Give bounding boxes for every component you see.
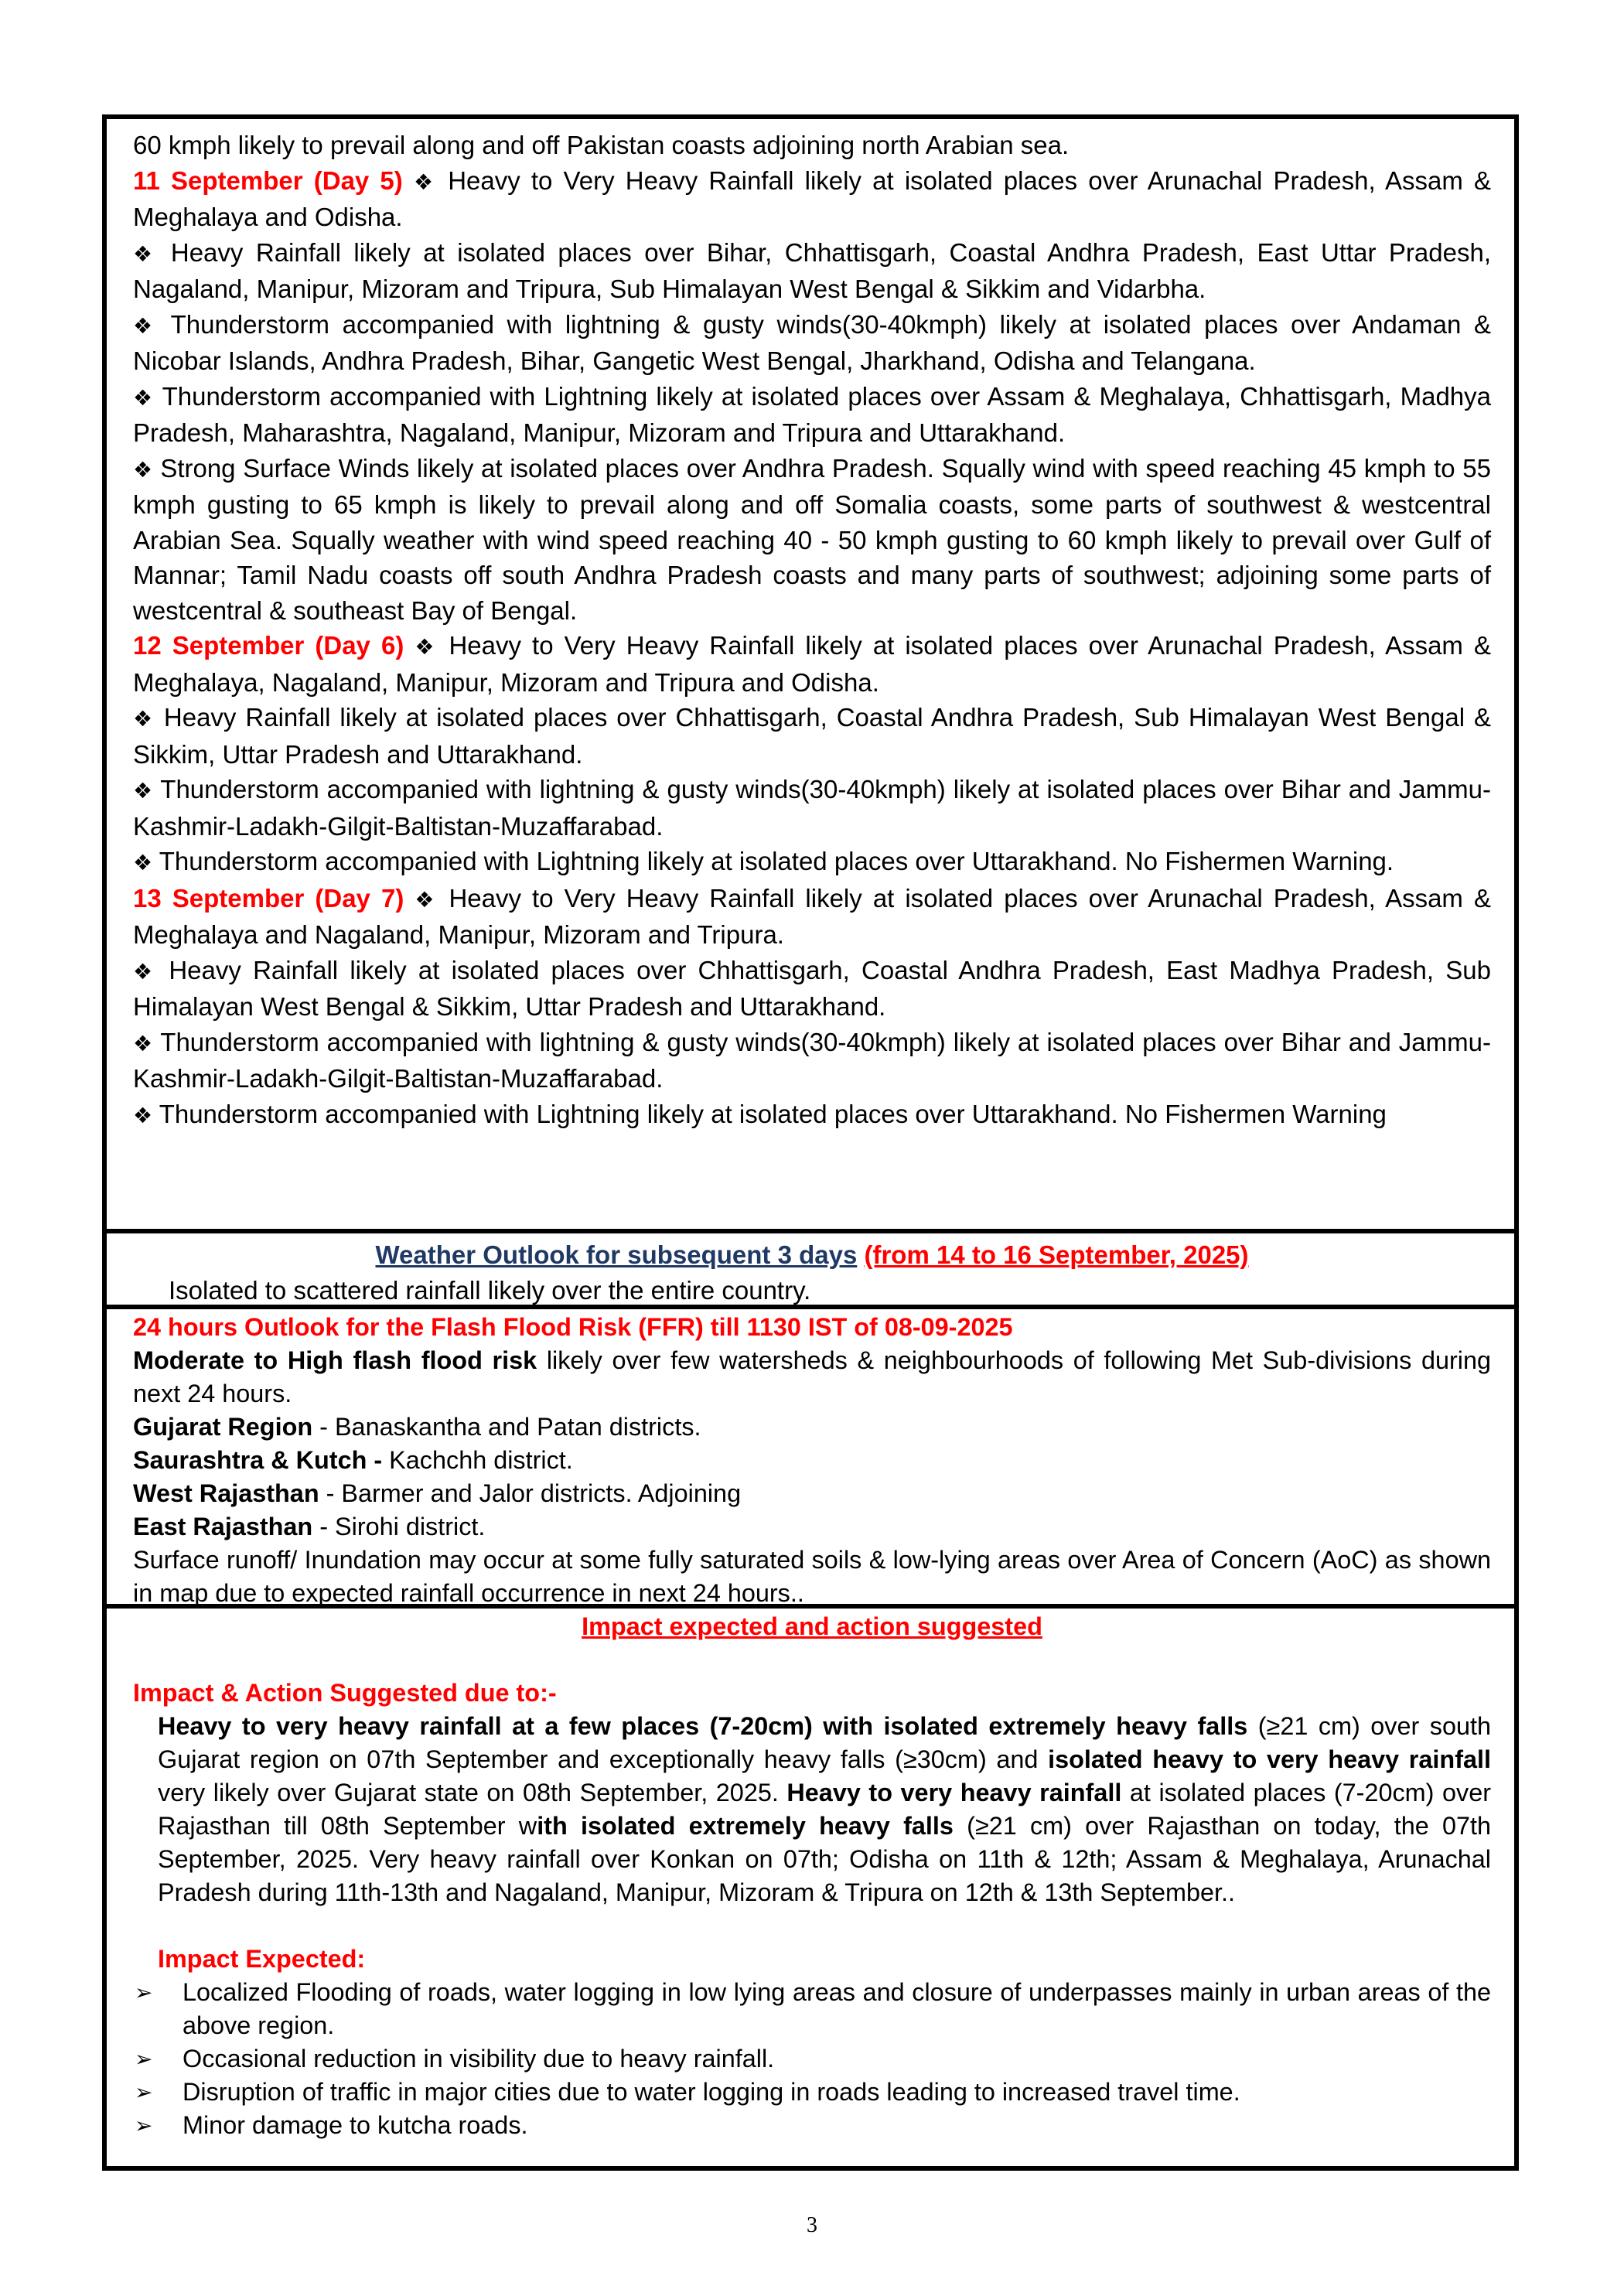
- ffr-region-east-rajasthan: East Rajasthan - Sirohi district.: [133, 1513, 486, 1540]
- impact-paragraph: Heavy to very heavy rainfall at a few places (7-20cm) with isolated extremely heavy falls (≥21 cm) over south Gujarat region on 07th September and exceptionally heavy falls (≥30cm) and isolated heavy to very heavy rainfall very likely over Gujarat state on 08th September, 2025. Heavy to very heavy rainfall at isolated places (7-20cm) over Rajasthan till 08th September with isolated extremely heavy falls (≥21 cm) over Rajasthan on today, the 07th September, 2025. Very heavy rainfall over Konkan on 07th; Odisha on 11th & 12th; Assam & Meghalaya, Arunachal Pradesh during 11th-13th and Nagaland, Manipur, Mizoram & Tripura on 12th & 13th September..: [158, 1712, 1492, 1906]
- diamond-bullet-icon: ❖: [133, 1102, 153, 1128]
- ffr-note: Surface runoff/ Inundation may occur at some fully saturated soils & low-lying areas over Area of Concern (AoC) as shown in map due to expected rainfall occurrence in next 24 hours..: [133, 1546, 1491, 1607]
- diamond-bullet-icon: ❖: [133, 958, 158, 984]
- day6-item-1: 12 September (Day 6) ❖ Heavy to Very Heavy Rainfall likely at isolated places over Arunachal Pradesh, Assam & Meghalaya, Nagaland, Manipur, Mizoram and Tripura and Odisha.: [133, 631, 1491, 697]
- day7-label: 13 September (Day 7): [133, 883, 404, 913]
- day7-item-3: ❖ Thunderstorm accompanied with lightning & gusty winds(30-40kmph) likely at isolated places over Bihar and Jammu-Kashmir-Ladakh-Gilgit-Baltistan-Muzaffarabad.: [133, 1027, 1491, 1093]
- day5-item-3: ❖ Thunderstorm accompanied with lightning & gusty winds(30-40kmph) likely at isolated places over Andaman & Nicobar Islands, Andhra Pradesh, Bihar, Gangetic West Bengal, Jharkhand, Odisha and Telangana.: [133, 309, 1491, 375]
- ffr-region-west-rajasthan: West Rajasthan - Barmer and Jalor districts. Adjoining: [133, 1479, 742, 1507]
- diamond-bullet-icon: ❖: [415, 634, 438, 660]
- day5-label: 11 September (Day 5): [133, 165, 403, 195]
- outlook-title: Weather Outlook for subsequent 3 days: [375, 1240, 858, 1269]
- day6-item-4: ❖ Thunderstorm accompanied with Lightning likely at isolated places over Uttarakhand. No Fishermen Warning.: [133, 847, 1394, 875]
- forecast-days-section: [102, 114, 1519, 1229]
- ffr-title: 24 hours Outlook for the Flash Flood Risk (FFR) till 1130 IST of 08-09-2025: [133, 1313, 1013, 1341]
- day5-item-1: 11 September (Day 5) ❖ Heavy to Very Heavy Rainfall likely at isolated places over Arunachal Pradesh, Assam & Meghalaya and Odisha.: [133, 165, 1491, 231]
- impact-expected-list: [133, 1976, 1491, 2142]
- diamond-bullet-icon: ❖: [413, 169, 438, 195]
- diamond-bullet-icon: ❖: [133, 456, 153, 483]
- arrow-bullet-icon: ➢: [135, 1980, 153, 2005]
- ffr-region-gujarat: Gujarat Region - Banaskantha and Patan districts.: [133, 1413, 701, 1441]
- impact-section: [102, 1604, 1519, 2171]
- list-item: ➢ Occasional reduction in visibility due to heavy rainfall.: [133, 2042, 1491, 2076]
- ffr-region-saurashtra: Saurashtra & Kutch - Kachchh district.: [133, 1446, 573, 1474]
- impact-due-to-heading: Impact & Action Suggested due to:-: [133, 1679, 557, 1707]
- day5-item-2: ❖ Heavy Rainfall likely at isolated places over Bihar, Chhattisgarh, Coastal Andhra Pradesh, East Uttar Pradesh, Nagaland, Manipur, Mizoram and Tripura, Sub Himalayan West Bengal & Sikkim and Vidarbha.: [133, 237, 1491, 303]
- list-item: ➢ Minor damage to kutcha roads.: [133, 2109, 1491, 2142]
- day5-item-5: ❖ Strong Surface Winds likely at isolated places over Andhra Pradesh. Squally wind with speed reaching 45 kmph to 55 kmph gusting to 65 kmph is likely to prevail along and off Somalia coasts, some parts of southwest & westcentral Arabian Sea. Squally weather with wind speed reaching 40 - 50 kmph gusting to 60 kmph likely to prevail over Gulf of Mannar; Tamil Nadu coasts off south Andhra Pradesh coasts and many parts of southwest; adjoining some parts of westcentral & southeast Bay of Bengal.: [133, 453, 1491, 625]
- weather-outlook-section: [102, 1229, 1519, 1305]
- impact-title: Impact expected and action suggested: [582, 1612, 1042, 1640]
- arrow-bullet-icon: ➢: [135, 2046, 153, 2072]
- day7-item-2: ❖ Heavy Rainfall likely at isolated places over Chhattisgarh, Coastal Andhra Pradesh, East Madhya Pradesh, Sub Himalayan West Bengal & Sikkim, Uttar Pradesh and Uttarakhand.: [133, 955, 1491, 1021]
- arrow-bullet-icon: ➢: [135, 2079, 153, 2105]
- arrow-bullet-icon: ➢: [135, 2113, 153, 2138]
- impact-expected-heading: Impact Expected:: [158, 1945, 366, 1973]
- diamond-bullet-icon: ❖: [133, 1030, 153, 1056]
- diamond-bullet-icon: ❖: [133, 778, 153, 803]
- diamond-bullet-icon: ❖: [133, 850, 153, 875]
- outlook-heading: [133, 1237, 1491, 1273]
- ffr-intro: Moderate to High flash flood risk likely over few watersheds & neighbourhoods of following Met Sub-divisions during next 24 hours.: [133, 1346, 1492, 1407]
- diamond-bullet-icon: ❖: [415, 886, 438, 913]
- list-item: ➢ Disruption of traffic in major cities due to water logging in roads leading to increased travel time.: [133, 2076, 1491, 2109]
- day5-item-4: ❖ Thunderstorm accompanied with Lightning likely at isolated places over Assam & Meghalaya, Chhattisgarh, Madhya Pradesh, Maharashtra, Nagaland, Manipur, Mizoram and Tripura and Uttarakhand.: [133, 381, 1491, 447]
- list-item: ➢ Localized Flooding of roads, water logging in low lying areas and closure of underpasses mainly in urban areas of the above region.: [133, 1976, 1491, 2042]
- outlook-date-range: (from 14 to 16 September, 2025): [864, 1240, 1249, 1269]
- diamond-bullet-icon: ❖: [133, 384, 155, 411]
- day7-item-4: ❖ Thunderstorm accompanied with Lightning likely at isolated places over Uttarakhand. No Fishermen Warning: [133, 1099, 1387, 1128]
- outlook-text: Isolated to scattered rainfall likely over the entire country.: [169, 1275, 811, 1305]
- day6-label: 12 September (Day 6): [133, 631, 404, 660]
- flash-flood-risk-section: [102, 1305, 1519, 1607]
- day6-item-2: ❖ Heavy Rainfall likely at isolated places over Chhattisgarh, Coastal Andhra Pradesh, Sub Himalayan West Bengal & Sikkim, Uttar Pradesh and Uttarakhand.: [133, 703, 1492, 769]
- diamond-bullet-icon: ❖: [133, 312, 159, 339]
- continued-line: 60 kmph likely to prevail along and off Pakistan coasts adjoining north Arabian sea.: [133, 131, 1070, 159]
- diamond-bullet-icon: ❖: [133, 241, 159, 267]
- day6-item-3: ❖ Thunderstorm accompanied with lightning & gusty winds(30-40kmph) likely at isolated places over Bihar and Jammu-Kashmir-Ladakh-Gilgit-Baltistan-Muzaffarabad.: [133, 775, 1491, 841]
- diamond-bullet-icon: ❖: [133, 706, 155, 732]
- page-number: 3: [807, 2213, 817, 2237]
- day7-item-1: 13 September (Day 7) ❖ Heavy to Very Heavy Rainfall likely at isolated places over Arunachal Pradesh, Assam & Meghalaya and Nagaland, Manipur, Mizoram and Tripura.: [133, 883, 1491, 949]
